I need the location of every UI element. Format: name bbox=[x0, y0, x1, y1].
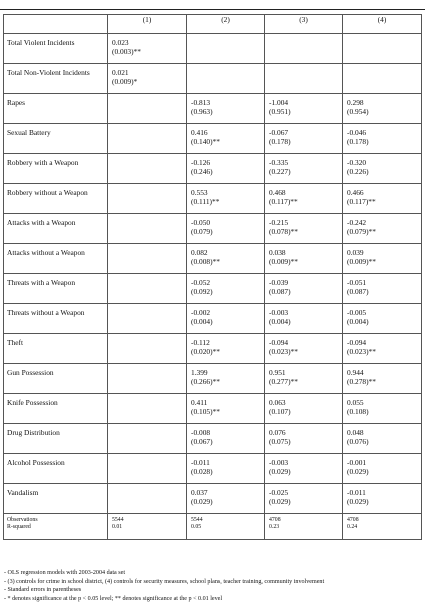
table-row bbox=[4, 484, 422, 514]
standard-error: (0.954) bbox=[347, 107, 369, 116]
coef-cell bbox=[187, 214, 265, 244]
coefficient: -0.005 bbox=[347, 308, 367, 317]
standard-error: (0.076) bbox=[347, 437, 369, 446]
coef-cell bbox=[265, 34, 343, 64]
coef-cell bbox=[108, 124, 187, 154]
coefficient: 0.553 bbox=[191, 188, 208, 197]
coef-cell bbox=[343, 424, 422, 454]
coefficient: -0.094 bbox=[269, 338, 289, 347]
coef-cell bbox=[265, 484, 343, 514]
coefficient: 0.944 bbox=[347, 368, 364, 377]
coef-cell bbox=[265, 334, 343, 364]
row-label: Robbery with a Weapon bbox=[4, 154, 108, 184]
coefficient: 0.951 bbox=[269, 368, 286, 377]
coefficient: -0.112 bbox=[191, 338, 210, 347]
coef-cell bbox=[108, 34, 187, 64]
standard-error: (0.023)** bbox=[269, 347, 298, 356]
standard-error: (0.266)** bbox=[191, 377, 220, 386]
coefficient: -0.052 bbox=[191, 278, 211, 287]
standard-error: (0.067) bbox=[191, 437, 213, 446]
table-row bbox=[4, 94, 422, 124]
coefficient: -0.011 bbox=[191, 458, 210, 467]
row-label: Threats without a Weapon bbox=[4, 304, 108, 334]
standard-error: (0.278)** bbox=[347, 377, 376, 386]
coef-cell bbox=[343, 304, 422, 334]
coef-cell bbox=[187, 424, 265, 454]
coef-cell bbox=[187, 184, 265, 214]
standard-error: (0.009)** bbox=[347, 257, 376, 266]
coefficient: 0.468 bbox=[269, 188, 286, 197]
coef-cell bbox=[187, 64, 265, 94]
coef-cell bbox=[343, 94, 422, 124]
row-label: Threats with a Weapon bbox=[4, 274, 108, 304]
header-col-1: (1) bbox=[108, 15, 187, 34]
coefficient: 0.023 bbox=[112, 38, 129, 47]
coef-cell bbox=[265, 394, 343, 424]
coef-cell bbox=[187, 484, 265, 514]
standard-error: (0.087) bbox=[347, 287, 369, 296]
standard-error: (0.140)** bbox=[191, 137, 220, 146]
coefficient: 0.048 bbox=[347, 428, 364, 437]
coefficient: -0.002 bbox=[191, 308, 211, 317]
coef-cell bbox=[343, 364, 422, 394]
table-row bbox=[4, 424, 422, 454]
coef-cell bbox=[108, 484, 187, 514]
stats-cell bbox=[108, 514, 187, 540]
standard-error: (0.003)** bbox=[112, 47, 141, 56]
coef-cell bbox=[265, 454, 343, 484]
standard-error: (0.117)** bbox=[347, 197, 376, 206]
coef-cell bbox=[108, 334, 187, 364]
note-4: - * denotes significance at the p < 0.05 level; ** denotes significance at the p < 0.01 level bbox=[4, 595, 223, 602]
coefficient: 0.037 bbox=[191, 488, 208, 497]
coefficient: 0.038 bbox=[269, 248, 286, 257]
coef-cell bbox=[343, 214, 422, 244]
standard-error: (0.028) bbox=[191, 467, 213, 476]
coef-cell bbox=[108, 454, 187, 484]
standard-error: (0.004) bbox=[191, 317, 213, 326]
coef-cell bbox=[265, 184, 343, 214]
coefficient: -0.025 bbox=[269, 488, 289, 497]
coef-cell bbox=[343, 394, 422, 424]
standard-error: (0.009)** bbox=[269, 257, 298, 266]
row-label: Sexual Battery bbox=[4, 124, 108, 154]
rsquared-value: 0.01 bbox=[112, 524, 123, 530]
coefficient: -0.039 bbox=[269, 278, 289, 287]
standard-error: (0.092) bbox=[191, 287, 213, 296]
coef-cell bbox=[108, 274, 187, 304]
row-label: Vandalism bbox=[4, 484, 108, 514]
standard-error: (0.029) bbox=[269, 467, 291, 476]
stats-cell bbox=[187, 514, 265, 540]
coef-cell bbox=[187, 334, 265, 364]
standard-error: (0.108) bbox=[347, 407, 369, 416]
top-rule bbox=[0, 9, 425, 10]
table-row bbox=[4, 34, 422, 64]
standard-error: (0.951) bbox=[269, 107, 291, 116]
coef-cell bbox=[265, 364, 343, 394]
standard-error: (0.107) bbox=[269, 407, 291, 416]
coefficient: -0.003 bbox=[269, 458, 289, 467]
table-row bbox=[4, 394, 422, 424]
standard-error: (0.008)** bbox=[191, 257, 220, 266]
coef-cell bbox=[343, 184, 422, 214]
standard-error: (0.117)** bbox=[269, 197, 298, 206]
coef-cell bbox=[187, 304, 265, 334]
standard-error: (0.004) bbox=[269, 317, 291, 326]
standard-error: (0.004) bbox=[347, 317, 369, 326]
coefficient: -0.094 bbox=[347, 338, 367, 347]
standard-error: (0.178) bbox=[347, 137, 369, 146]
coefficient: -0.011 bbox=[347, 488, 366, 497]
coef-cell bbox=[187, 244, 265, 274]
coef-cell bbox=[343, 34, 422, 64]
coef-cell bbox=[108, 154, 187, 184]
row-label: Knife Possession bbox=[4, 394, 108, 424]
standard-error: (0.246) bbox=[191, 167, 213, 176]
coef-cell bbox=[265, 154, 343, 184]
coef-cell bbox=[108, 214, 187, 244]
observations-value: 4708 bbox=[347, 517, 359, 523]
standard-error: (0.009)* bbox=[112, 77, 138, 86]
coef-cell bbox=[343, 124, 422, 154]
coef-cell bbox=[187, 454, 265, 484]
coef-cell bbox=[343, 64, 422, 94]
coef-cell bbox=[187, 124, 265, 154]
rsquared-label: R-squared bbox=[7, 524, 31, 530]
row-label: Total Violent Incidents bbox=[4, 34, 108, 64]
note-2: - (3) controls for crime in school district, (4) controls for security measures, school plans, teacher training, community involvement bbox=[4, 578, 325, 585]
standard-error: (0.111)** bbox=[191, 197, 220, 206]
table-notes bbox=[4, 569, 422, 603]
standard-error: (0.078)** bbox=[269, 227, 298, 236]
coefficient: -0.008 bbox=[191, 428, 211, 437]
coefficient: -0.050 bbox=[191, 218, 211, 227]
coefficient: -0.003 bbox=[269, 308, 289, 317]
coef-cell bbox=[265, 424, 343, 454]
coef-cell bbox=[265, 124, 343, 154]
observations-value: 4708 bbox=[269, 517, 281, 523]
coefficient: -0.813 bbox=[191, 98, 211, 107]
coefficient: -0.051 bbox=[347, 278, 367, 287]
note-3: - Standard errors in parentheses bbox=[4, 587, 82, 594]
standard-error: (0.226) bbox=[347, 167, 369, 176]
observations-label: Observations bbox=[7, 517, 38, 523]
table-row bbox=[4, 154, 422, 184]
stats-row bbox=[4, 514, 422, 540]
row-label: Attacks with a Weapon bbox=[4, 214, 108, 244]
coefficient: -0.067 bbox=[269, 128, 289, 137]
coefficient: 0.416 bbox=[191, 128, 208, 137]
standard-error: (0.029) bbox=[347, 467, 369, 476]
coef-cell bbox=[108, 184, 187, 214]
observations-value: 5544 bbox=[112, 517, 124, 523]
header-row bbox=[4, 15, 422, 34]
row-label: Gun Possession bbox=[4, 364, 108, 394]
standard-error: (0.277)** bbox=[269, 377, 298, 386]
standard-error: (0.075) bbox=[269, 437, 291, 446]
standard-error: (0.105)** bbox=[191, 407, 220, 416]
coefficient: -0.242 bbox=[347, 218, 367, 227]
standard-error: (0.029) bbox=[269, 497, 291, 506]
coef-cell bbox=[343, 454, 422, 484]
coefficient: -0.320 bbox=[347, 158, 367, 167]
coef-cell bbox=[187, 394, 265, 424]
coef-cell bbox=[108, 94, 187, 124]
table-row bbox=[4, 364, 422, 394]
rsquared-value: 0.24 bbox=[347, 524, 358, 530]
table-row bbox=[4, 124, 422, 154]
row-label: Total Non-Violent Incidents bbox=[4, 64, 108, 94]
standard-error: (0.029) bbox=[191, 497, 213, 506]
coefficient: -0.335 bbox=[269, 158, 289, 167]
coef-cell bbox=[187, 34, 265, 64]
table-row bbox=[4, 454, 422, 484]
standard-error: (0.079) bbox=[191, 227, 213, 236]
table-row bbox=[4, 184, 422, 214]
rsquared-value: 0.05 bbox=[191, 524, 202, 530]
coefficient: 0.063 bbox=[269, 398, 286, 407]
observations-value: 5544 bbox=[191, 517, 203, 523]
coef-cell bbox=[108, 244, 187, 274]
coef-cell bbox=[265, 274, 343, 304]
row-label: Drug Distribution bbox=[4, 424, 108, 454]
header-col-2: (2) bbox=[187, 15, 265, 34]
rsquared-value: 0.23 bbox=[269, 524, 280, 530]
row-label: Robbery without a Weapon bbox=[4, 184, 108, 214]
standard-error: (0.029) bbox=[347, 497, 369, 506]
coefficient: 0.039 bbox=[347, 248, 364, 257]
standard-error: (0.227) bbox=[269, 167, 291, 176]
row-label: Alcohol Possession bbox=[4, 454, 108, 484]
coef-cell bbox=[265, 94, 343, 124]
coef-cell bbox=[187, 274, 265, 304]
table-row bbox=[4, 214, 422, 244]
coefficient: -0.001 bbox=[347, 458, 367, 467]
standard-error: (0.087) bbox=[269, 287, 291, 296]
coef-cell bbox=[265, 244, 343, 274]
coef-cell bbox=[108, 394, 187, 424]
row-label: Theft bbox=[4, 334, 108, 364]
stats-cell bbox=[265, 514, 343, 540]
coef-cell bbox=[265, 64, 343, 94]
standard-error: (0.079)** bbox=[347, 227, 376, 236]
coef-cell bbox=[108, 64, 187, 94]
table-row bbox=[4, 64, 422, 94]
coef-cell bbox=[343, 244, 422, 274]
note-1: - OLS regression models with 2003-2004 data set bbox=[4, 570, 126, 576]
header-col-3: (3) bbox=[265, 15, 343, 34]
table-row bbox=[4, 274, 422, 304]
coefficient: -0.215 bbox=[269, 218, 289, 227]
coefficient: -1.004 bbox=[269, 98, 289, 107]
table-row bbox=[4, 304, 422, 334]
coefficient: 0.055 bbox=[347, 398, 364, 407]
coef-cell bbox=[343, 154, 422, 184]
coef-cell bbox=[187, 154, 265, 184]
coefficient: 0.411 bbox=[191, 398, 208, 407]
coef-cell bbox=[343, 484, 422, 514]
coefficient: 0.082 bbox=[191, 248, 208, 257]
coefficient: 0.076 bbox=[269, 428, 286, 437]
coefficient: -0.126 bbox=[191, 158, 211, 167]
stats-label bbox=[4, 514, 108, 540]
coefficient: 0.298 bbox=[347, 98, 364, 107]
standard-error: (0.178) bbox=[269, 137, 291, 146]
row-label: Attacks without a Weapon bbox=[4, 244, 108, 274]
standard-error: (0.963) bbox=[191, 107, 213, 116]
coef-cell bbox=[187, 94, 265, 124]
coefficient: 1.399 bbox=[191, 368, 208, 377]
table-row bbox=[4, 244, 422, 274]
regression-table bbox=[3, 14, 422, 540]
coef-cell bbox=[265, 304, 343, 334]
coefficient: 0.466 bbox=[347, 188, 364, 197]
coef-cell bbox=[265, 214, 343, 244]
header-col-4: (4) bbox=[343, 15, 422, 34]
coef-cell bbox=[187, 364, 265, 394]
coef-cell bbox=[343, 334, 422, 364]
coef-cell bbox=[108, 304, 187, 334]
row-label: Rapes bbox=[4, 94, 108, 124]
coef-cell bbox=[108, 424, 187, 454]
coef-cell bbox=[343, 274, 422, 304]
standard-error: (0.023)** bbox=[347, 347, 376, 356]
header-cell-empty bbox=[4, 15, 108, 34]
table-row bbox=[4, 334, 422, 364]
coef-cell bbox=[108, 364, 187, 394]
coefficient: -0.046 bbox=[347, 128, 367, 137]
stats-cell bbox=[343, 514, 422, 540]
standard-error: (0.020)** bbox=[191, 347, 220, 356]
coefficient: 0.021 bbox=[112, 68, 129, 77]
